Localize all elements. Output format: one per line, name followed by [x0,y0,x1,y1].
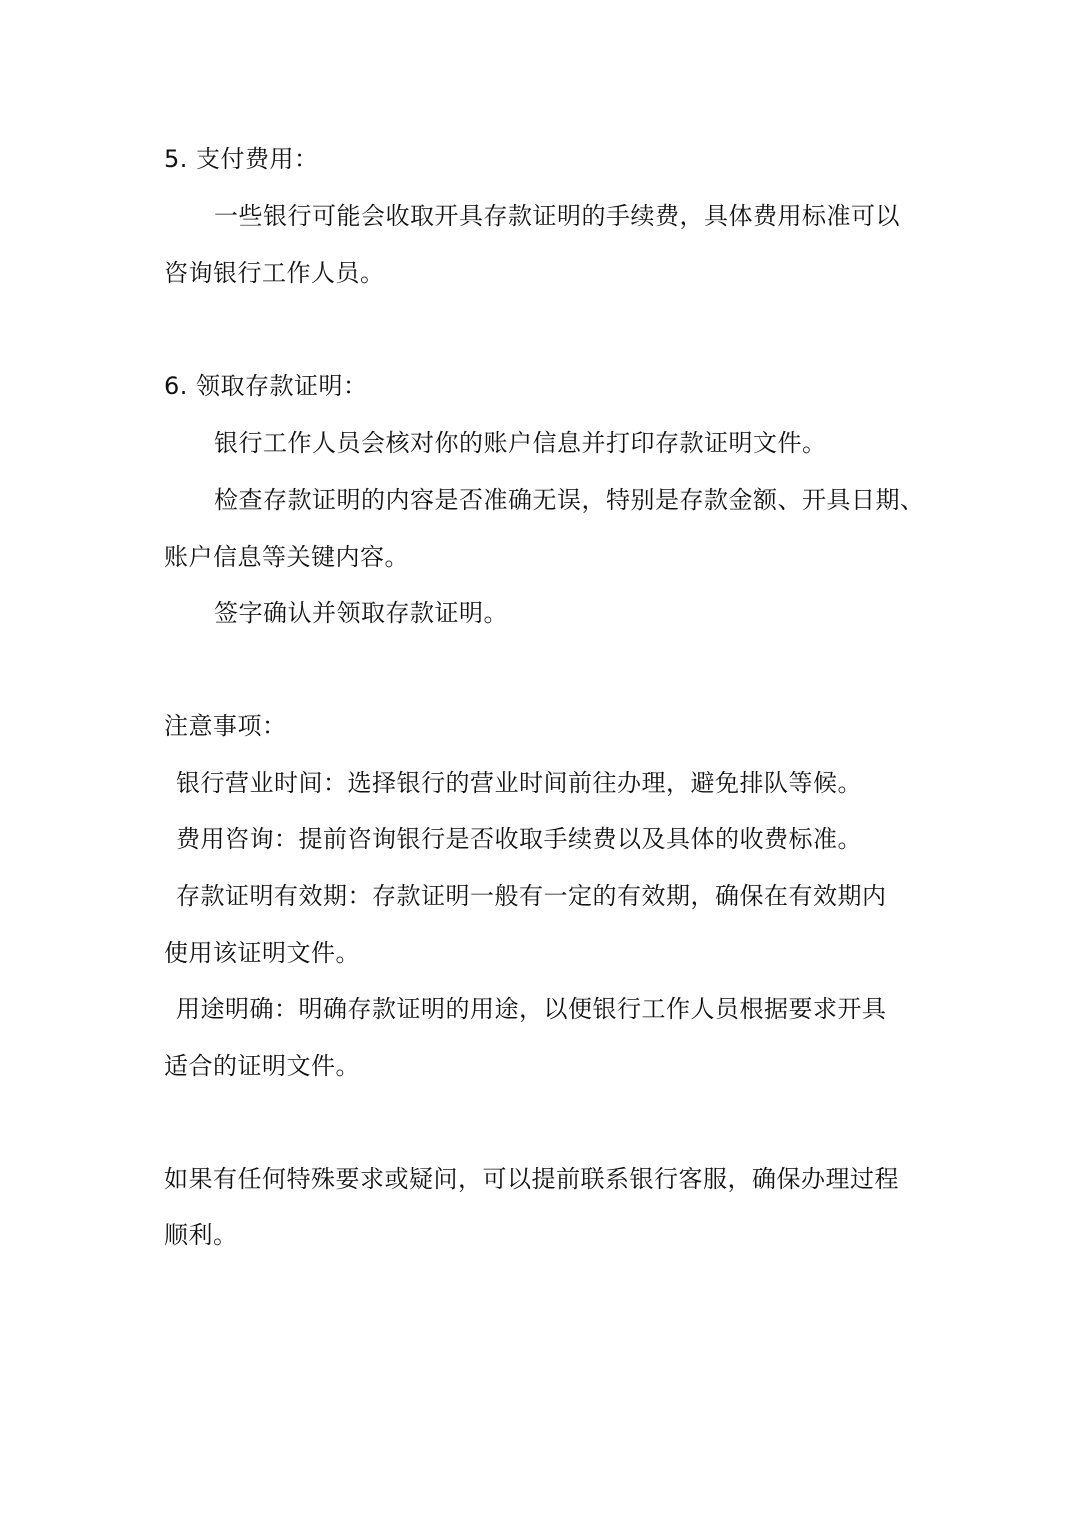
closing-paragraph-line: 顺利。 [164,1221,238,1249]
section-6-paragraph: 银行工作人员会核对你的账户信息并打印存款证明文件。 [214,429,827,457]
section-6-heading: 6. 领取存款证明： [164,372,368,400]
notes-item-line: 用途明确：明确存款证明的用途，以便银行工作人员根据要求开具 [176,995,887,1023]
section-5-paragraph-line: 一些银行可能会收取开具存款证明的手续费，具体费用标准可以 [214,202,900,230]
notes-item: 银行营业时间：选择银行的营业时间前往办理，避免排队等候。 [176,769,862,797]
section-5-heading: 5. 支付费用： [164,145,319,173]
section-6-paragraph: 签字确认并领取存款证明。 [214,599,508,627]
notes-heading: 注意事项： [164,712,287,740]
section-6-paragraph-line: 检查存款证明的内容是否准确无误，特别是存款金额、开具日期、 [214,486,925,514]
section-6-paragraph-line: 账户信息等关键内容。 [164,543,409,571]
notes-item-line: 使用该证明文件。 [164,939,360,967]
notes-item-line: 存款证明有效期：存款证明一般有一定的有效期，确保在有效期内 [176,882,887,910]
notes-item: 费用咨询：提前咨询银行是否收取手续费以及具体的收费标准。 [176,825,862,853]
closing-paragraph-line: 如果有任何特殊要求或疑问，可以提前联系银行客服，确保办理过程 [164,1165,899,1193]
section-5-paragraph-line: 咨询银行工作人员。 [164,259,385,287]
notes-item-line: 适合的证明文件。 [164,1052,360,1080]
